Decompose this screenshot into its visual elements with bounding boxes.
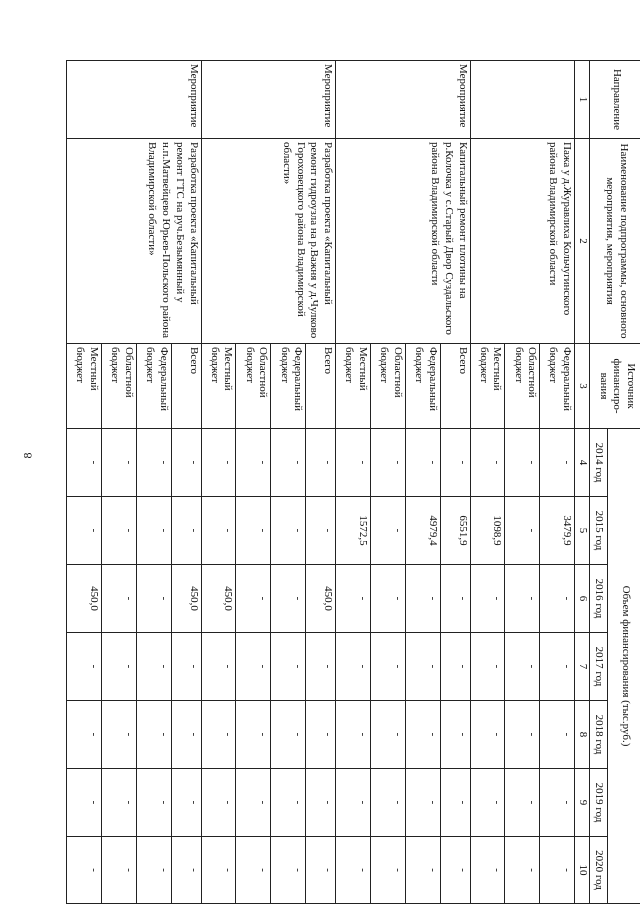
- amount-cell: -: [102, 837, 137, 904]
- amount-cell: -: [470, 633, 505, 701]
- funding-source-cell: Областной бюджет: [102, 344, 137, 429]
- amount-cell: -: [440, 633, 470, 701]
- measure-name-cell: Капитальный ремонт плотины на р.Колочка у с.Старый Двор Суздальского района Владимирской области: [336, 139, 470, 344]
- funding-source-cell: Всего: [306, 344, 336, 429]
- funding-source-cell: Всего: [171, 344, 201, 429]
- amount-cell: -: [405, 633, 440, 701]
- amount-cell: -: [171, 837, 201, 904]
- amount-cell: -: [136, 497, 171, 565]
- funding-source-cell: Всего: [440, 344, 470, 429]
- amount-cell: -: [271, 769, 306, 837]
- amount-cell: -: [271, 497, 306, 565]
- amount-cell: -: [306, 837, 336, 904]
- amount-cell: -: [540, 633, 575, 701]
- amount-cell: -: [540, 565, 575, 633]
- amount-cell: -: [470, 837, 505, 904]
- amount-cell: -: [201, 497, 236, 565]
- amount-cell: 4979,4: [405, 497, 440, 565]
- header-year: 2014 год: [590, 429, 608, 497]
- header-year: 2018 год: [590, 701, 608, 769]
- amount-cell: -: [201, 701, 236, 769]
- funding-source-cell: Федеральный бюджет: [136, 344, 171, 429]
- amount-cell: -: [136, 633, 171, 701]
- amount-cell: 1098,9: [470, 497, 505, 565]
- amount-cell: -: [102, 497, 137, 565]
- amount-cell: -: [102, 769, 137, 837]
- amount-cell: -: [136, 429, 171, 497]
- amount-cell: 450,0: [67, 565, 102, 633]
- amount-cell: -: [171, 701, 201, 769]
- amount-cell: 1572,5: [336, 497, 371, 565]
- amount-cell: -: [136, 837, 171, 904]
- amount-cell: -: [370, 497, 405, 565]
- amount-cell: -: [236, 497, 271, 565]
- measure-name-cell: Пажа у д.Журавлиха Кольчугинского района Владимирской области: [470, 139, 575, 344]
- amount-cell: -: [440, 565, 470, 633]
- amount-cell: -: [505, 769, 540, 837]
- column-number: 6: [575, 565, 590, 633]
- amount-cell: -: [171, 769, 201, 837]
- amount-cell: -: [540, 769, 575, 837]
- direction-cell: Мероприятие: [201, 61, 335, 139]
- header-funding: Объем финансирования (тыс.руб.): [608, 429, 640, 904]
- amount-cell: -: [306, 633, 336, 701]
- funding-source-cell: Местный бюджет: [336, 344, 371, 429]
- amount-cell: -: [370, 429, 405, 497]
- amount-cell: -: [67, 837, 102, 904]
- amount-cell: -: [370, 769, 405, 837]
- amount-cell: -: [271, 565, 306, 633]
- amount-cell: -: [440, 429, 470, 497]
- funding-table: [66, 60, 640, 904]
- column-number: 3: [575, 344, 590, 429]
- amount-cell: -: [102, 429, 137, 497]
- amount-cell: -: [470, 429, 505, 497]
- funding-source-cell: Местный бюджет: [470, 344, 505, 429]
- amount-cell: -: [505, 429, 540, 497]
- amount-cell: -: [336, 565, 371, 633]
- amount-cell: -: [336, 429, 371, 497]
- column-number: 8: [575, 701, 590, 769]
- amount-cell: 6551,9: [440, 497, 470, 565]
- amount-cell: -: [201, 633, 236, 701]
- amount-cell: -: [370, 701, 405, 769]
- table-row: [306, 61, 336, 904]
- table-body: [67, 61, 575, 904]
- column-number: 4: [575, 429, 590, 497]
- amount-cell: -: [236, 701, 271, 769]
- amount-cell: -: [370, 837, 405, 904]
- amount-cell: -: [470, 769, 505, 837]
- amount-cell: -: [336, 633, 371, 701]
- amount-cell: -: [405, 769, 440, 837]
- amount-cell: -: [236, 633, 271, 701]
- header-year: 2015 год: [590, 497, 608, 565]
- amount-cell: -: [336, 701, 371, 769]
- amount-cell: -: [67, 633, 102, 701]
- column-number: 5: [575, 497, 590, 565]
- amount-cell: -: [67, 429, 102, 497]
- amount-cell: -: [236, 769, 271, 837]
- amount-cell: -: [306, 497, 336, 565]
- table-row: [171, 61, 201, 904]
- header-year: 2017 год: [590, 633, 608, 701]
- amount-cell: -: [440, 837, 470, 904]
- amount-cell: -: [102, 633, 137, 701]
- funding-source-cell: Областной бюджет: [236, 344, 271, 429]
- direction-cell: [470, 61, 575, 139]
- amount-cell: -: [505, 633, 540, 701]
- amount-cell: -: [171, 497, 201, 565]
- amount-cell: -: [540, 837, 575, 904]
- amount-cell: -: [236, 837, 271, 904]
- amount-cell: 450,0: [171, 565, 201, 633]
- header-direction: Направление: [590, 61, 640, 139]
- amount-cell: -: [470, 565, 505, 633]
- table-row: [440, 61, 470, 904]
- amount-cell: -: [370, 565, 405, 633]
- amount-cell: -: [136, 565, 171, 633]
- page-number: 8: [20, 452, 35, 459]
- amount-cell: -: [540, 701, 575, 769]
- column-number: 9: [575, 769, 590, 837]
- column-number: 10: [575, 837, 590, 904]
- amount-cell: -: [271, 633, 306, 701]
- rotated-table-container: [66, 60, 640, 903]
- amount-cell: 450,0: [306, 565, 336, 633]
- amount-cell: -: [201, 429, 236, 497]
- amount-cell: -: [405, 701, 440, 769]
- amount-cell: -: [236, 429, 271, 497]
- amount-cell: -: [505, 701, 540, 769]
- amount-cell: 450,0: [201, 565, 236, 633]
- amount-cell: -: [306, 429, 336, 497]
- amount-cell: -: [336, 837, 371, 904]
- amount-cell: -: [505, 497, 540, 565]
- direction-cell: Мероприятие: [336, 61, 470, 139]
- header-year: 2016 год: [590, 565, 608, 633]
- funding-source-cell: Местный бюджет: [67, 344, 102, 429]
- amount-cell: -: [540, 429, 575, 497]
- amount-cell: -: [271, 837, 306, 904]
- funding-source-cell: Федеральный бюджет: [271, 344, 306, 429]
- amount-cell: -: [306, 769, 336, 837]
- table-row: [540, 61, 575, 904]
- header-year: 2020 год: [590, 837, 608, 904]
- amount-cell: -: [67, 497, 102, 565]
- header-name: Наименование подпрограммы, основного мероприятия, мероприятия: [590, 139, 640, 344]
- amount-cell: -: [271, 429, 306, 497]
- amount-cell: -: [336, 769, 371, 837]
- amount-cell: -: [370, 633, 405, 701]
- amount-cell: -: [236, 565, 271, 633]
- amount-cell: 3479,9: [540, 497, 575, 565]
- amount-cell: -: [67, 769, 102, 837]
- amount-cell: -: [405, 837, 440, 904]
- amount-cell: -: [201, 837, 236, 904]
- amount-cell: -: [201, 769, 236, 837]
- amount-cell: -: [306, 701, 336, 769]
- amount-cell: -: [440, 701, 470, 769]
- measure-name-cell: Разработка проекта «Капитальный ремонт гидроузла на р.Важня у д.Чулково Гороховецкого района Владимирской области»: [201, 139, 335, 344]
- amount-cell: -: [405, 429, 440, 497]
- funding-source-cell: Федеральный бюджет: [405, 344, 440, 429]
- amount-cell: -: [136, 701, 171, 769]
- amount-cell: -: [102, 701, 137, 769]
- amount-cell: -: [440, 769, 470, 837]
- funding-source-cell: Федеральный бюджет: [540, 344, 575, 429]
- header-year: 2019 год: [590, 769, 608, 837]
- amount-cell: -: [67, 701, 102, 769]
- header-source: Источник финансиро-вания: [590, 344, 640, 429]
- amount-cell: -: [102, 565, 137, 633]
- amount-cell: -: [271, 701, 306, 769]
- funding-source-cell: Областной бюджет: [505, 344, 540, 429]
- amount-cell: -: [171, 429, 201, 497]
- column-number: 7: [575, 633, 590, 701]
- amount-cell: -: [505, 837, 540, 904]
- amount-cell: -: [470, 701, 505, 769]
- amount-cell: -: [136, 769, 171, 837]
- amount-cell: -: [505, 565, 540, 633]
- column-number: 2: [575, 139, 590, 344]
- amount-cell: -: [405, 565, 440, 633]
- amount-cell: -: [171, 633, 201, 701]
- funding-source-cell: Областной бюджет: [370, 344, 405, 429]
- direction-cell: Мероприятие: [67, 61, 202, 139]
- measure-name-cell: Разработка проекта «Капитальный ремонт ГТС на руч.Безымянный у н.п.Матвейцево Юрьев-Польского района Владимирской области»: [67, 139, 202, 344]
- column-number: 1: [575, 61, 590, 139]
- funding-source-cell: Местный бюджет: [201, 344, 236, 429]
